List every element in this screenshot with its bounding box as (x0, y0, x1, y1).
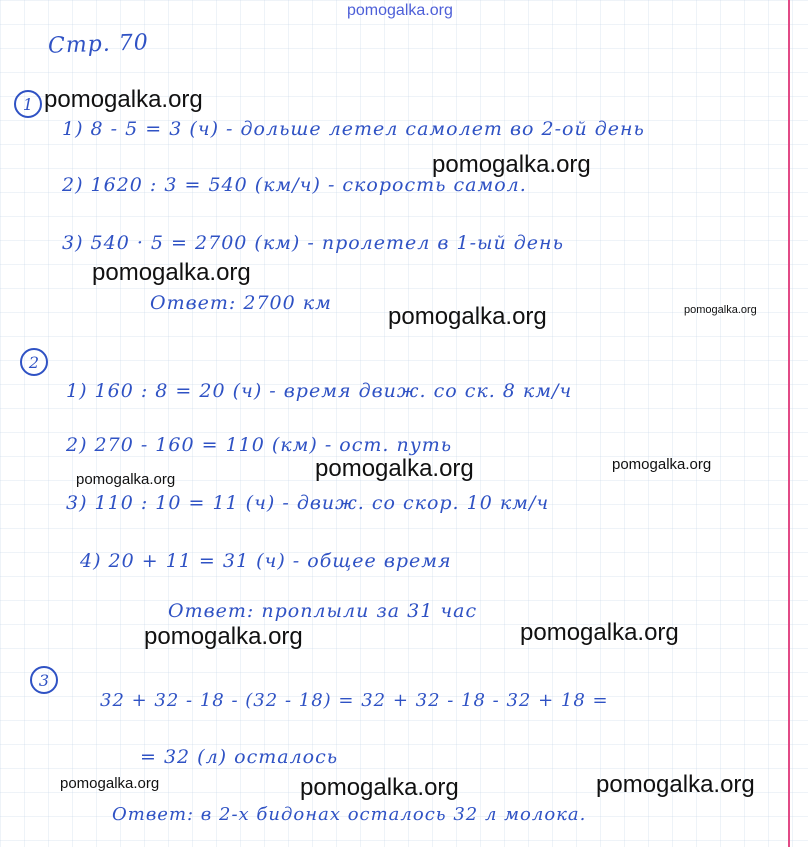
task-number-3: 3 (30, 666, 58, 694)
watermark: pomogalka.org (44, 86, 203, 113)
watermark: pomogalka.org (60, 775, 160, 792)
watermark: pomogalka.org (388, 303, 547, 330)
task3-line2: = 32 (л) осталось (140, 746, 339, 768)
watermark: pomogalka.org (315, 455, 474, 482)
task2-line3: 3) 110 : 10 = 11 (ч) - движ. со скор. 10 км/ч (66, 492, 550, 514)
site-header[interactable]: pomogalka.org (347, 2, 453, 19)
task3-answer: Ответ: в 2-х бидонах осталось 32 л молока. (112, 804, 587, 825)
task-number-1: 1 (14, 90, 42, 118)
watermark: pomogalka.org (76, 471, 176, 488)
task1-line2: 2) 1620 : 3 = 540 (км/ч) - скорость самол. (62, 174, 527, 196)
watermark: pomogalka.org (144, 623, 303, 650)
task2-line1: 1) 160 : 8 = 20 (ч) - время движ. со ск. 8 км/ч (66, 380, 573, 402)
task2-line4: 4) 20 + 11 = 31 (ч) - общее время (80, 550, 452, 572)
watermark: pomogalka.org (92, 259, 251, 286)
watermark: pomogalka.org (596, 771, 755, 798)
task1-line3: 3) 540 · 5 = 2700 (км) - пролетел в 1-ый день (62, 232, 564, 254)
task1-line1: 1) 8 - 5 = 3 (ч) - дольше летел самолет во 2-ой день (62, 118, 645, 140)
watermark: pomogalka.org (300, 774, 459, 801)
page-reference: Стр. 70 (47, 30, 150, 59)
watermark: pomogalka.org (432, 151, 591, 178)
watermark: pomogalka.org (612, 456, 712, 473)
task2-line2: 2) 270 - 160 = 110 (км) - ост. путь (66, 434, 453, 456)
task1-answer: Ответ: 2700 км (150, 292, 332, 314)
task2-answer: Ответ: проплыли за 31 час (168, 600, 478, 622)
watermark: pomogalka.org (520, 619, 679, 646)
task3-line1: 32 + 32 - 18 - (32 - 18) = 32 + 32 - 18 - 32 + 18 = (100, 690, 609, 711)
margin-line (788, 0, 790, 847)
watermark: pomogalka.org (684, 304, 757, 316)
task-number-2: 2 (20, 348, 48, 376)
